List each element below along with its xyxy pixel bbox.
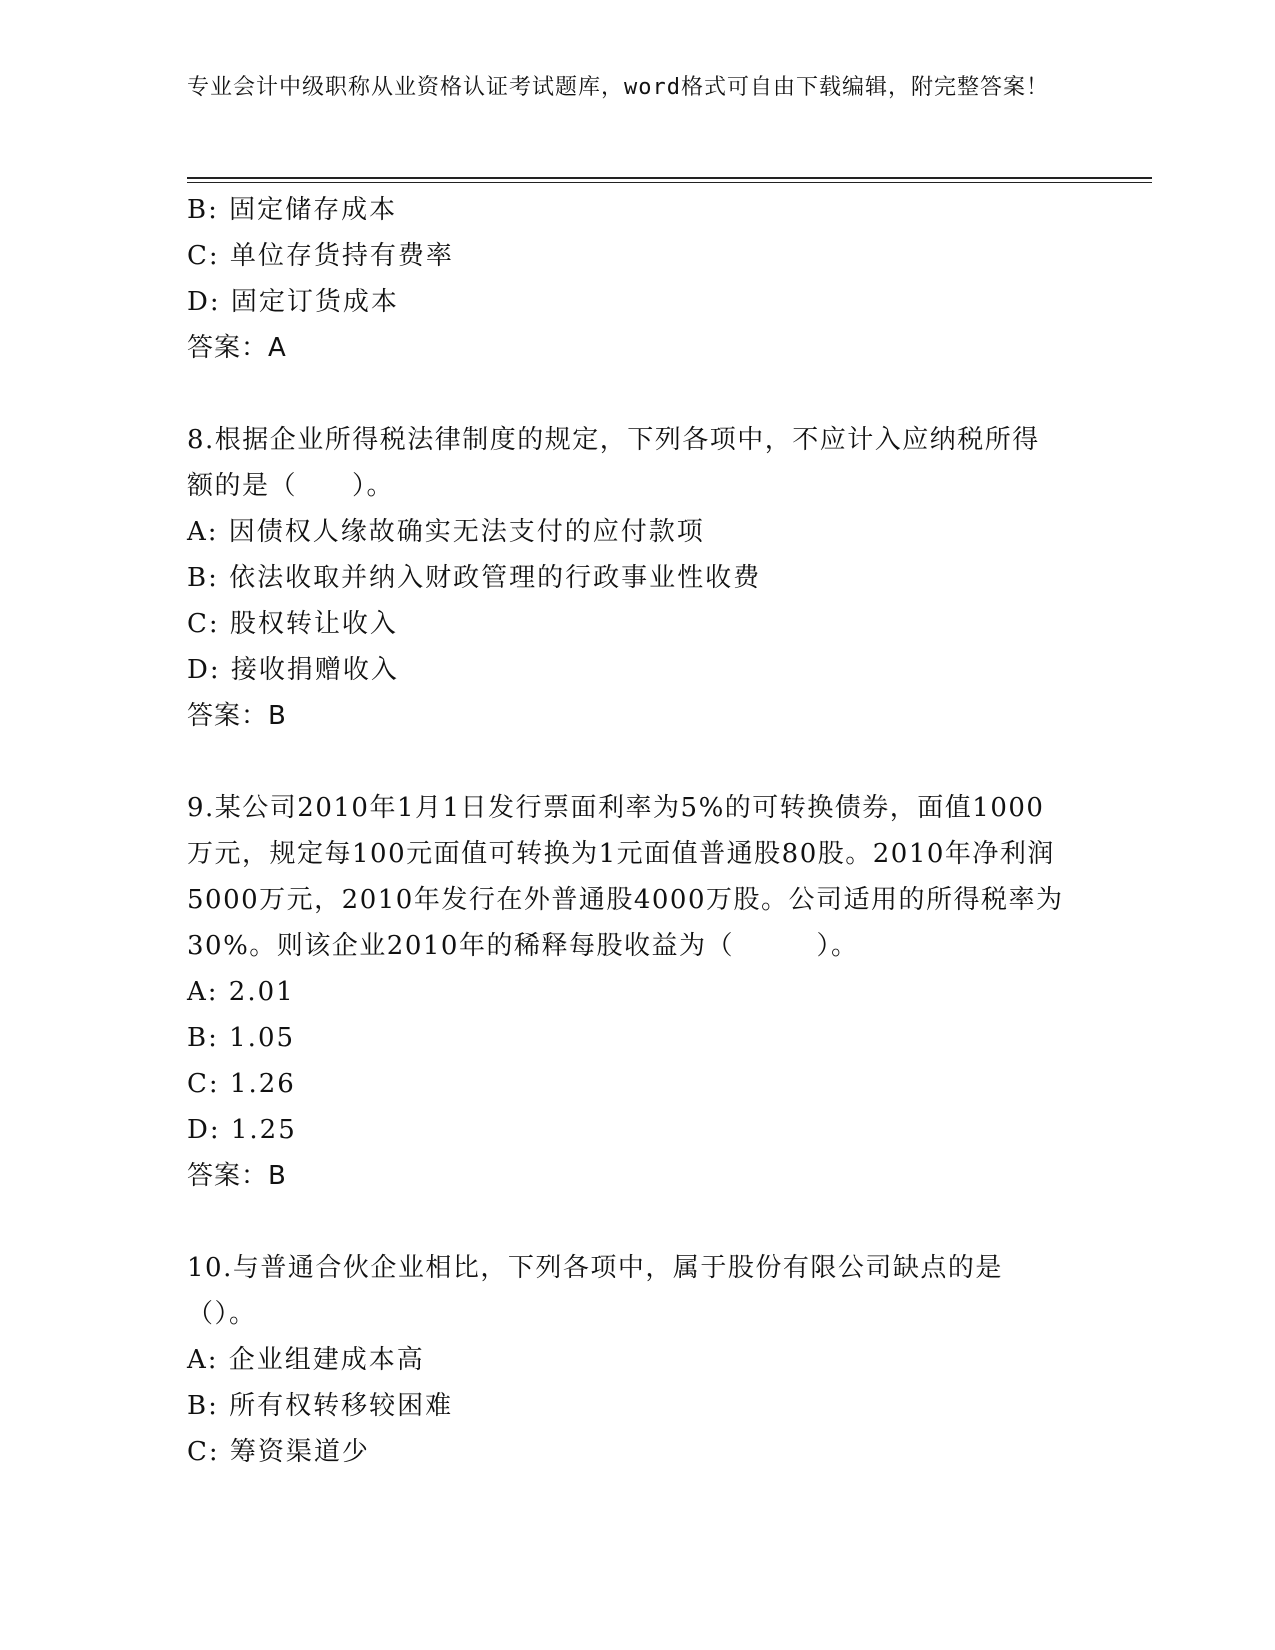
spacer (187, 371, 1067, 417)
answer: 答案：A (187, 333, 287, 363)
option-b: B: 依法收取并纳入财政管理的行政事业性收费 (187, 563, 762, 593)
header-note: 专业会计中级职称从业资格认证考试题库，word格式可自由下载编辑，附完整答案！ (187, 75, 1049, 100)
spacer (187, 739, 1067, 785)
option-a: A: 企业组建成本高 (187, 1345, 425, 1375)
header-divider (187, 177, 1152, 179)
spacer (187, 1199, 1067, 1245)
option-a: A: 因债权人缘故确实无法支付的应付款项 (187, 517, 705, 547)
option-d: D: 接收捐赠收入 (187, 655, 399, 685)
option-d: D: 1.25 (187, 1115, 297, 1145)
question-content (187, 187, 1067, 1475)
question-8 (187, 417, 1067, 739)
question-stem: 9.某公司2010年1月1日发行票面利率为5%的可转换债券，面值1000万元，规定每100元面值可转换为1元面值普通股80股。2010年净利润5000万元，2010年发行在外普通股4000万股。公司适用的所得税率为30%。则该企业2010年的稀释每股收益为（ ）。 (187, 793, 1064, 961)
question-stem: 8.根据企业所得税法律制度的规定，下列各项中，不应计入应纳税所得额的是（ ）。 (187, 425, 1040, 501)
option-b: B: 固定储存成本 (187, 195, 398, 225)
option-b: B: 1.05 (187, 1023, 296, 1053)
answer: 答案：B (187, 1161, 287, 1191)
option-c: C: 股权转让收入 (187, 609, 398, 639)
question-9 (187, 785, 1067, 1199)
option-b: B: 所有权转移较困难 (187, 1391, 454, 1421)
option-c: C: 1.26 (187, 1069, 296, 1099)
question-10 (187, 1245, 1067, 1475)
header-divider-thin (187, 182, 1152, 183)
option-c: C: 单位存货持有费率 (187, 241, 454, 271)
option-a: A: 2.01 (187, 977, 295, 1007)
answer: 答案：B (187, 701, 287, 731)
question-7-partial (187, 187, 1067, 371)
option-d: D: 固定订货成本 (187, 287, 399, 317)
option-c: C: 筹资渠道少 (187, 1437, 370, 1467)
question-stem: 10.与普通合伙企业相比，下列各项中，属于股份有限公司缺点的是（）。 (187, 1253, 1003, 1329)
